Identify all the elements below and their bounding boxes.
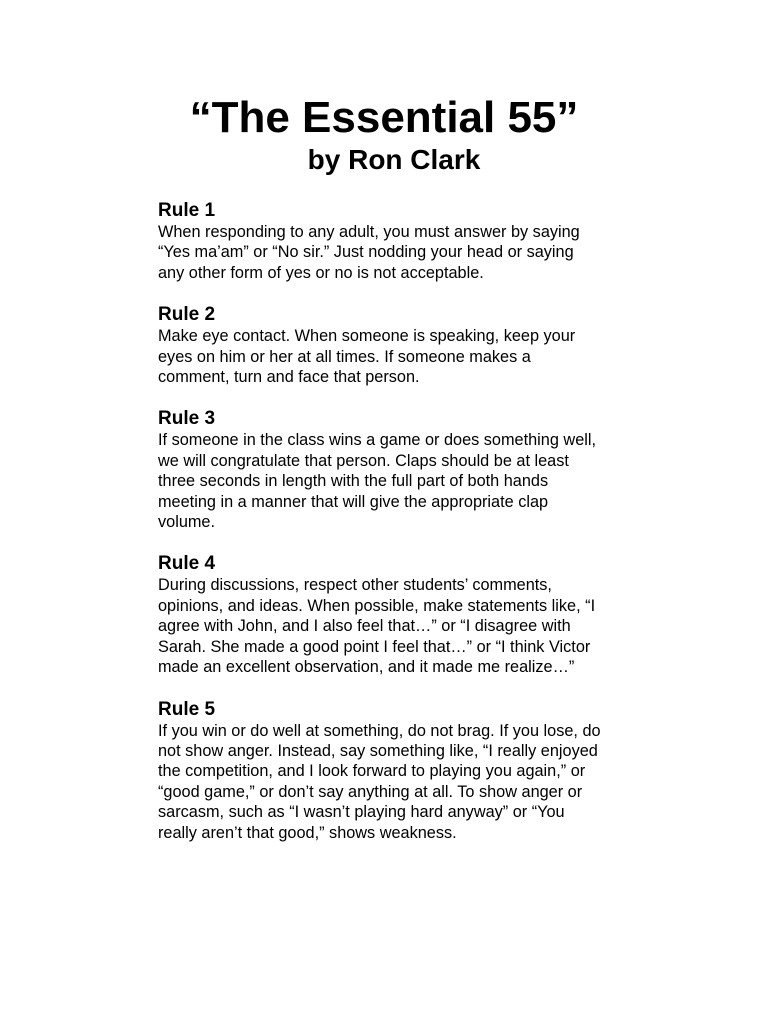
document-title: “The Essential 55” xyxy=(189,93,579,142)
rules-list xyxy=(158,199,648,863)
document-author: by Ron Clark xyxy=(307,144,481,175)
rule-text: If you win or do well at something, do not brag. If you lose, do not show anger. Instead, say something like, “I really enjoyed the competition, and I look forward to playing you again,” or “good game,” or don’t say anything at all. To show anger or sarcasm, such as “I wasn’t playing hard anyway” or “You really aren’t that good,” shows weakness. xyxy=(158,721,601,842)
rule-heading: Rule 4 xyxy=(158,553,216,575)
rule-5 xyxy=(158,698,648,843)
rule-1 xyxy=(158,199,648,283)
rule-heading: Rule 5 xyxy=(158,698,216,720)
rule-heading: Rule 2 xyxy=(158,304,216,326)
rule-text: When responding to any adult, you must answer by saying “Yes ma’am” or “No sir.” Just nodding your head or saying any other form of yes or no is not acceptable. xyxy=(158,223,580,282)
rule-text: Make eye contact. When someone is speaking, keep your eyes on him or her at all times. If someone makes a comment, turn and face that person. xyxy=(158,327,576,387)
rule-3 xyxy=(158,407,648,532)
rule-2 xyxy=(158,303,648,387)
rule-heading: Rule 3 xyxy=(158,408,216,430)
rule-4 xyxy=(158,552,648,677)
rule-text: If someone in the class wins a game or does something well, we will congratulate that person. Claps should be at least three seconds in length with the full part of both hands meeting in a manner that will give the appropriate clap volume. xyxy=(158,431,597,532)
rule-text: During discussions, respect other students’ comments, opinions, and ideas. When possible, make statements like, “I agree with John, and I also feel that…” or “I disagree with Sarah. She made a good point I feel that…” or “I think Victor made an excellent observation, and it made me realize…” xyxy=(158,576,596,677)
rule-heading: Rule 1 xyxy=(158,200,216,221)
